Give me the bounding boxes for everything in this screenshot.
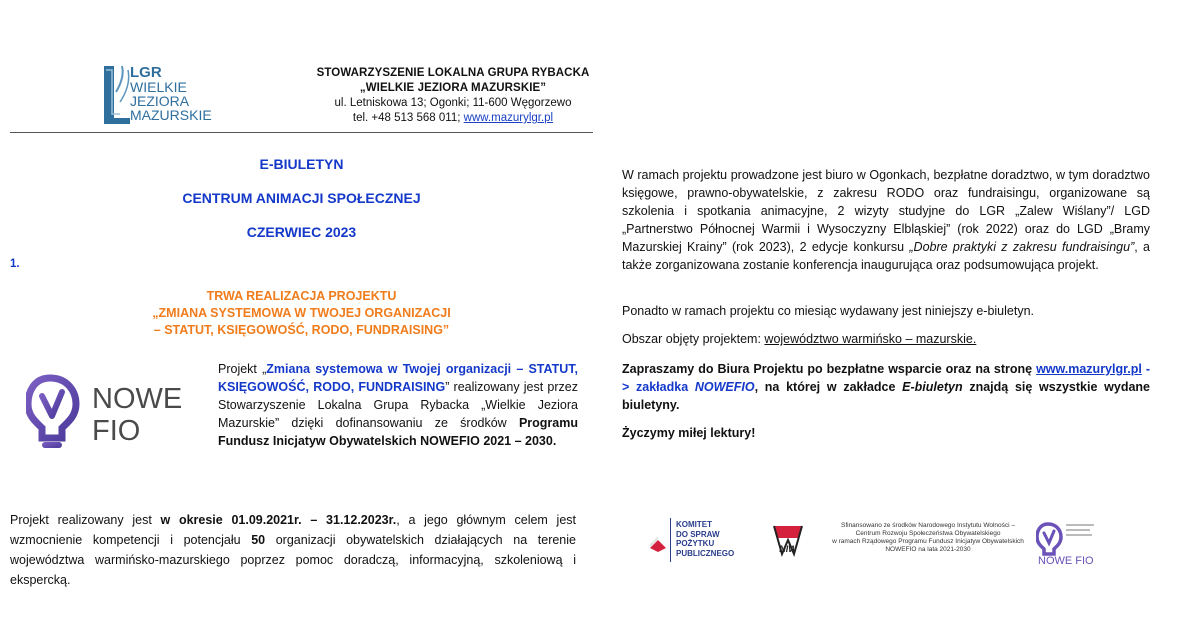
org-phone: tel. +48 513 568 011; — [352, 112, 461, 124]
project-period — [10, 510, 576, 590]
project-description — [218, 360, 578, 450]
lgr-logo-line1: LGR — [130, 64, 162, 81]
activities-part2: , a także zorganizowana zostanie konferencja inaugurująca oraz podsumowująca projekt. — [622, 240, 1150, 272]
project-heading-line2: „ZMIANA SYSTEMOWA W TWOJEJ ORGANIZACJI — [152, 306, 451, 320]
period-part2: , a jego głównym celem jest wzmocnienie kompetencji i potencjału — [10, 513, 577, 547]
project-name: Zmiana systemowa w Twojej organizacji – STATUT, KSIĘGOWOŚĆ, RODO, FUNDRAISING — [218, 362, 578, 394]
komitet-divider — [670, 518, 671, 562]
closing-wish: Życzymy miłej lektury! — [622, 426, 756, 440]
org-phone-line — [300, 111, 606, 126]
funding-statement — [828, 522, 1028, 554]
fio-logo-line2: FIO — [92, 415, 141, 447]
invitation-tab-ebiuletyn: E-biuletyn — [902, 380, 963, 394]
funding-line4: NOWEFIO na lata 2021-2030 — [885, 546, 971, 553]
invitation-arrow: -> zakładka — [622, 362, 1151, 394]
org-contact-block — [300, 66, 606, 126]
invitation-part2: , na której w zakładce — [754, 380, 903, 394]
issue-date: CZERWIEC 2023 — [246, 224, 357, 240]
project-area — [622, 330, 1150, 348]
project-desc-part2: ” realizowany jest przez Stowarzyszenie Lokalna Grupa Rybacka „Wielkie Jeziora Mazurskie” dzięki dofinansowaniu ze środków — [218, 380, 579, 430]
period-part3: organizacji obywatelskich działających na terenie województwa warmińsko-mazurskiego poprzez pomoc doradczą, informacyjną, szkoleniową i ekspercką. — [10, 533, 576, 587]
komitet-line2: DO SPRAW — [676, 529, 720, 539]
invitation — [622, 360, 1150, 414]
program-name: Programu Fundusz Inicjatyw Obywatelskich NOWEFIO 2021 – 2030. — [218, 416, 578, 448]
funding-line2: Centrum Rozwoju Społeczeństwa Obywatelskiego — [855, 530, 1001, 537]
funding-line1: Sfinansowano ze środków Narodowego Instytutu Wolności – — [840, 522, 1016, 529]
project-heading — [10, 288, 593, 339]
bulletin-note: Ponadto w ramach projektu co miesiąc wydawany jest niniejszy e-biuletyn. — [622, 304, 1034, 318]
header-divider — [10, 132, 593, 133]
org-name-line2: „WIELKIE JEZIORA MAZURSKIE” — [359, 82, 547, 94]
komitet-logo — [676, 520, 734, 558]
niw-logo-text: NIW — [779, 544, 797, 554]
komitet-line1: KOMITET — [676, 520, 712, 529]
org-name-line1: STOWARZYSZENIE LOKALNA GRUPA RYBACKA — [316, 67, 590, 79]
fio-logo-line1: NOWE — [92, 383, 183, 415]
komitet-line4: PUBLICZNEGO — [676, 548, 735, 558]
lgr-logo-line4: MAZURSKIE — [130, 107, 212, 123]
invitation-part1: Zapraszamy do Biura Projektu po bezpłatne wsparcie oraz na stronę — [622, 362, 1037, 376]
project-desc-part1: Projekt „ — [218, 362, 267, 376]
period-dates: w okresie 01.09.2021r. – 31.12.2023r. — [160, 513, 397, 527]
contest-name: „Dobre praktyki z zakresu fundraisingu” — [909, 240, 1135, 254]
lgr-logo-line3: JEZIORA — [130, 93, 190, 109]
project-heading-line3: – STATUT, KSIĘGOWOŚĆ, RODO, FUNDRAISING” — [153, 323, 450, 337]
funding-line3: w ramach Rządowego Programu Fundusz Inicjatyw Obywatelskich — [832, 538, 1024, 545]
center-title: CENTRUM ANIMACJI SPOŁECZNEJ — [182, 190, 421, 206]
nowe-fio-logo — [26, 372, 201, 450]
lgr-logo — [100, 62, 215, 126]
invitation-part3: znajdą się wszystkie wydane biuletyny. — [622, 380, 1150, 412]
invitation-website-link[interactable]: www.mazurylgr.pl — [1036, 362, 1142, 376]
org-count: 50 — [251, 533, 266, 547]
section-number: 1. — [10, 258, 20, 270]
niw-logo — [768, 520, 808, 560]
area-label: Obszar objęty projektem: — [622, 332, 765, 346]
activities-part1: W ramach projektu prowadzone jest biuro w Ogonkach, bezpłatne doradztwo, w tym doradztwo księgowe, prawno-obywatelskie, z zakresu RODO oraz fundraisingu, organizowane są szkolenia i spotkania animacyjne, 2 wizyty studyjne do LGR „Zalew Wiślany”/ LGD „Partnerstwo Północnej Warmii i Wysoczyzny Elbląskiej” (rok 2022) oraz do LGD „Bramy Mazurskiej Krainy” (rok 2023), 2 edycje konkursu — [622, 168, 1150, 254]
invitation-tab-nowefio: NOWEFIO — [694, 380, 755, 394]
org-website-link[interactable]: www.mazurylgr.pl — [463, 112, 554, 124]
komitet-line3: POŻYTKU — [676, 539, 715, 548]
project-heading-line1: TRWA REALIZACJA PROJEKTU — [206, 289, 397, 303]
footer-sponsor-logos — [640, 512, 1140, 572]
period-part1: Projekt realizowany jest — [10, 513, 161, 527]
nowe-fio-small-logo — [1036, 520, 1126, 566]
nowe-fio-small-text: NOWE FIO — [1038, 555, 1094, 566]
polish-flag-icon — [646, 526, 670, 556]
area-value: województwo warmińsko – mazurskie. — [764, 332, 977, 346]
project-activities — [622, 166, 1150, 274]
org-address: ul. Letniskowa 13; Ogonki; 11-600 Węgorzewo — [334, 97, 572, 109]
bulletin-title: E-BIULETYN — [259, 156, 344, 172]
lgr-logo-line2: WIELKIE — [130, 79, 187, 95]
